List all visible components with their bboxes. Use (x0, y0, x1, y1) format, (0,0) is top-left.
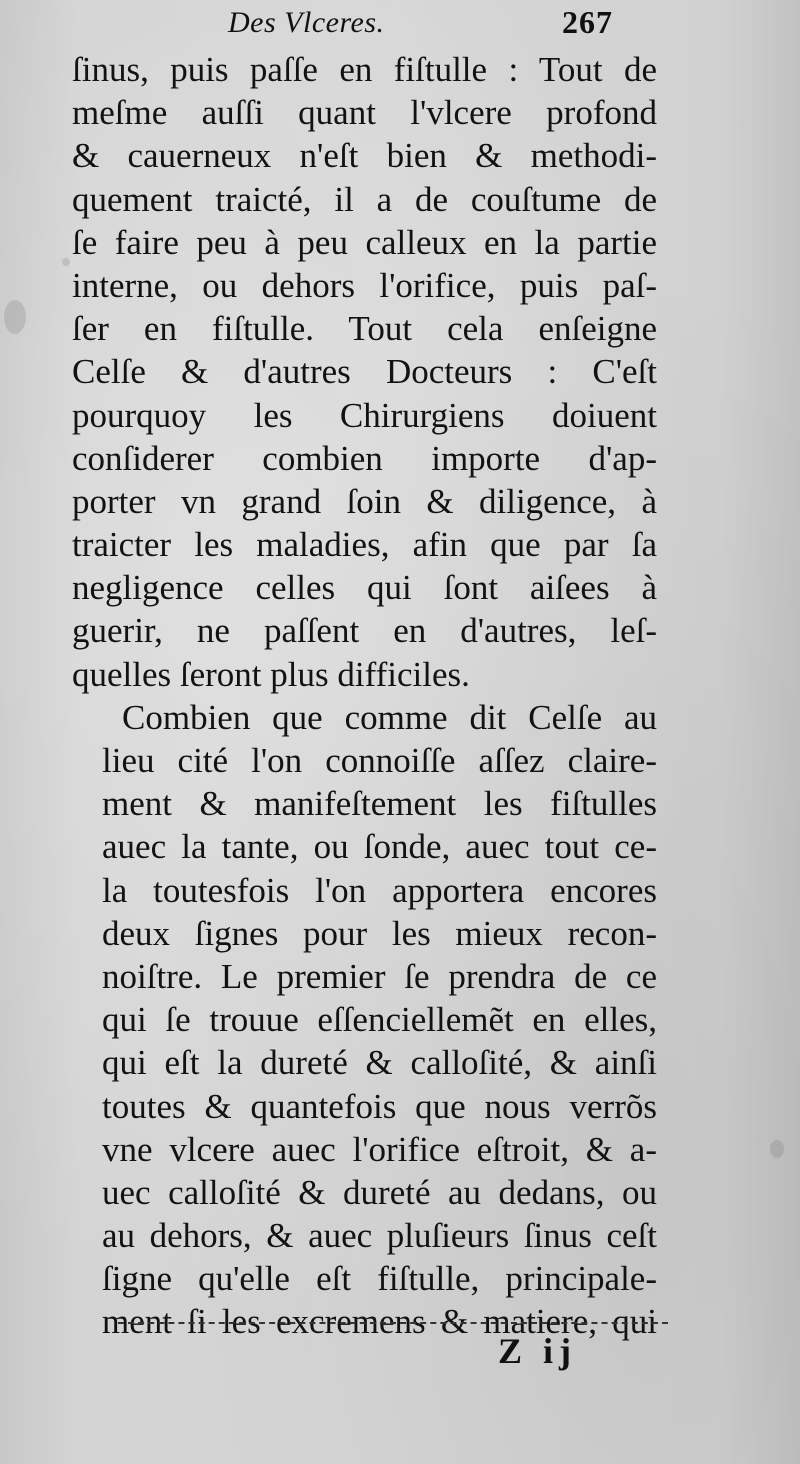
text-line: au dehors, & auec pluſieurs ſinus ceſt (102, 1216, 657, 1256)
page-number: 267 (562, 4, 613, 40)
text-line: la toutesfois l'on apportera encores (102, 870, 657, 910)
text-line: meſme auſſi quant l'vlcere profond (72, 93, 657, 133)
text-line: auec la tante, ou ſonde, auec tout ce- (102, 827, 657, 867)
text-line: ment & manifeſtement les fiſtulles (102, 784, 657, 824)
text-line: & cauerneux n'eſt bien & methodi- (72, 136, 657, 176)
page-header (0, 2, 800, 50)
paper-stain (770, 1140, 784, 1158)
text-line: qui ſe trouue eſſenciellemẽt en elles, (102, 1000, 657, 1040)
text-line: ſinus, puis paſſe en fiſtulle : Tout de (72, 50, 657, 89)
text-line: qui eſt la dureté & calloſité, & ainſi (102, 1043, 657, 1083)
paragraph-1 (72, 48, 657, 696)
text-line: quelles ſeront plus difficiles. (72, 654, 470, 694)
paper-stain (62, 258, 70, 266)
text-line: negligence celles qui ſont aiſees à (72, 568, 657, 608)
text-line: porter vn grand ſoin & diligence, à (72, 481, 657, 521)
text-line: noiſtre. Le premier ſe prendra de ce (102, 956, 657, 996)
text-line: ment ſi les excremens & matiere, qui (102, 1302, 657, 1342)
bottom-rule (118, 1322, 668, 1324)
text-line: deux ſignes pour les mieux recon- (102, 913, 657, 953)
body-text (72, 48, 657, 1344)
text-line: interne, ou dehors l'orifice, puis paſ- (72, 265, 657, 305)
text-line: ſe faire peu à peu calleux en la partie (72, 222, 657, 262)
text-line: Celſe & d'autres Docteurs : C'eſt (72, 352, 657, 392)
text-line: ſer en fiſtulle. Tout cela enſeigne (72, 309, 657, 349)
text-line: quement traicté, il a de couſtume de (72, 179, 657, 219)
paragraph-2 (72, 696, 657, 1344)
text-line: lieu cité l'on connoiſſe aſſez claire- (102, 741, 657, 780)
text-line: conſiderer combien importe d'ap- (72, 438, 657, 478)
text-line: Combien que comme dit Celſe au (122, 697, 657, 737)
running-head: Des Vlceres. (228, 6, 385, 39)
text-line: traicter les maladies, afin que par ſa (72, 525, 657, 565)
text-line: guerir, ne paſſent en d'autres, leſ- (72, 611, 657, 651)
paper-stain (4, 300, 26, 334)
text-line: toutes & quantefois que nous verrõs (102, 1086, 657, 1126)
text-line: vne vlcere auec l'orifice eſtroit, & a- (102, 1129, 657, 1169)
text-line: ſigne qu'elle eſt fiſtulle, principale- (102, 1259, 657, 1299)
signature-mark: Z ij (498, 1331, 578, 1371)
text-line: uec calloſité & dureté au dedans, ou (102, 1172, 657, 1212)
text-line: pourquoy les Chirurgiens doiuent (72, 395, 657, 435)
